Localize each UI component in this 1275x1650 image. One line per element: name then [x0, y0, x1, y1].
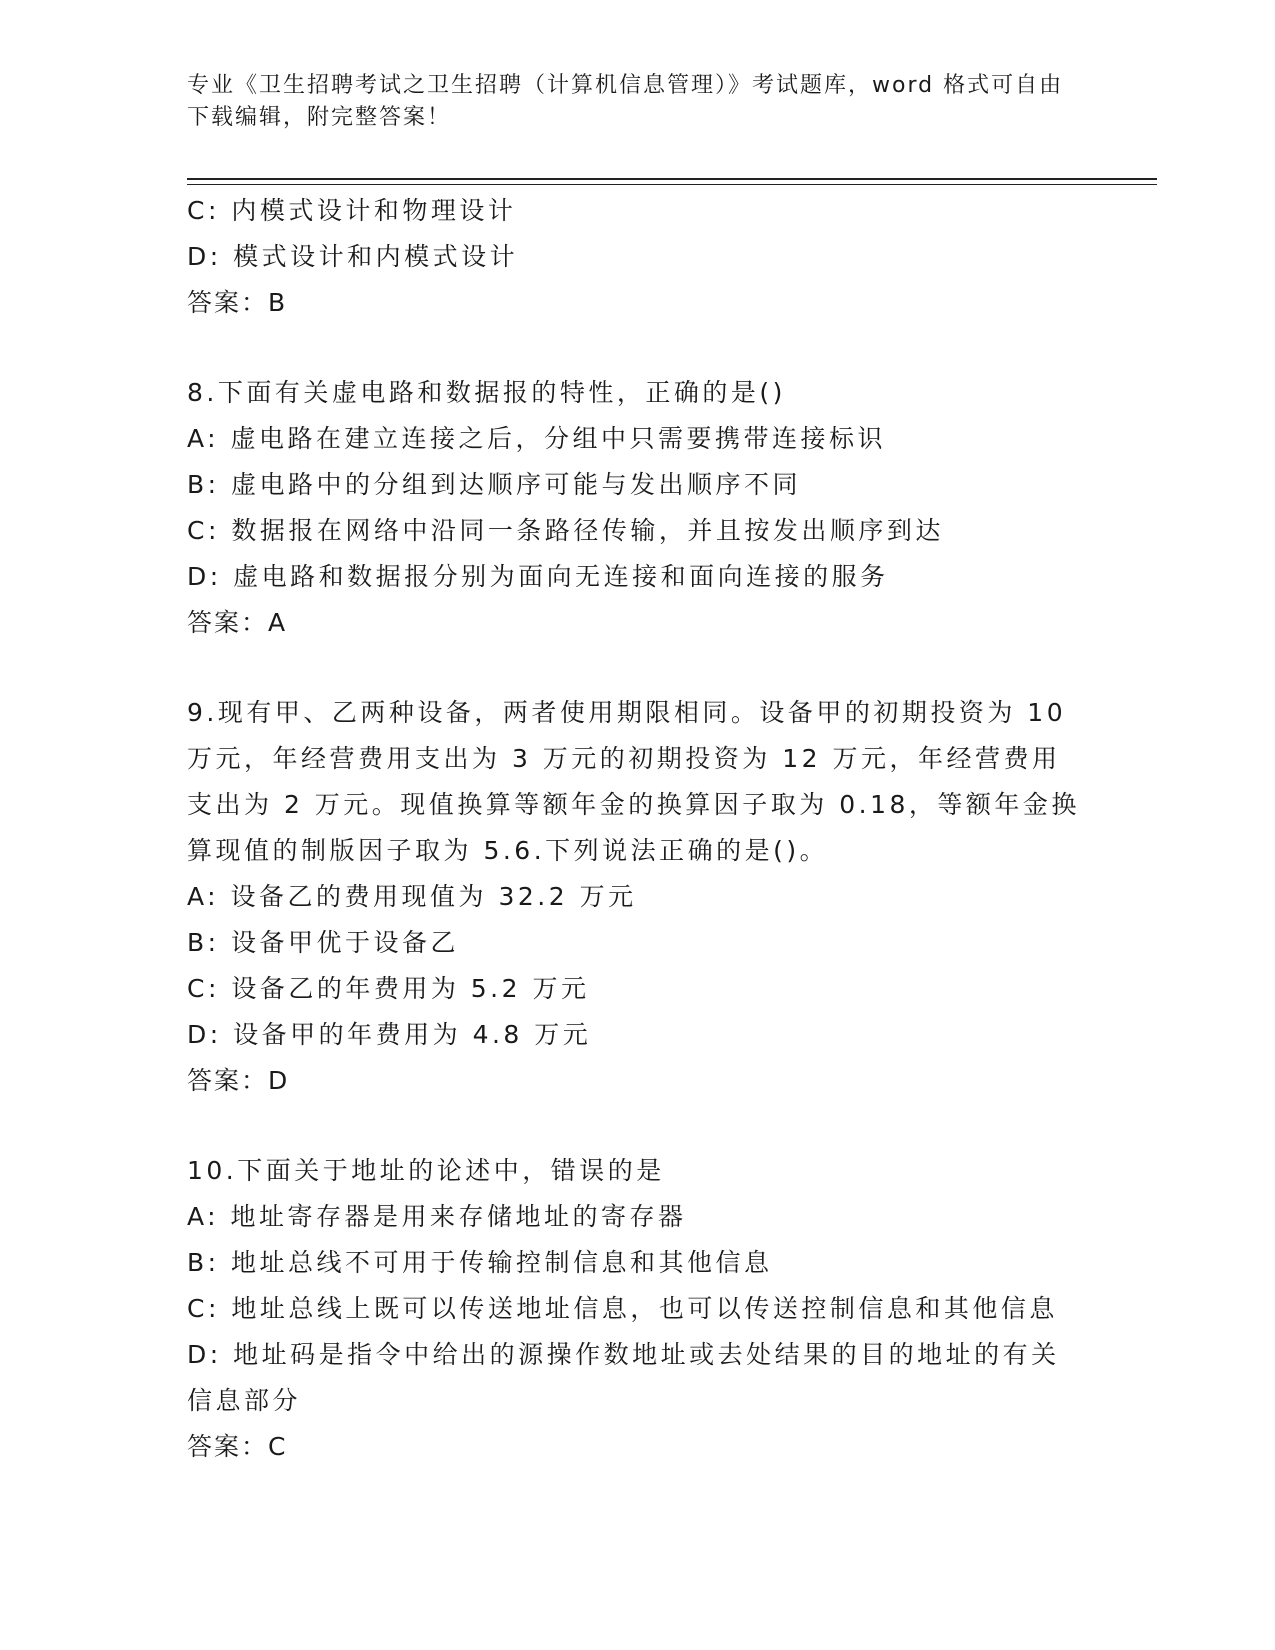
answer-line: 答案：C [187, 1432, 288, 1461]
option-a: A: 地址寄存器是用来存储地址的寄存器 [187, 1202, 687, 1231]
header-rule-thin [187, 184, 1157, 185]
option-d: D: 设备甲的年费用为 4.8 万元 [187, 1020, 592, 1049]
answer-line: 答案：A [187, 608, 288, 637]
option-d: D: 地址码是指令中给出的源操作数地址或去处结果的目的地址的有关信息部分 [187, 1340, 1060, 1415]
option-b: B: 地址总线不可用于传输控制信息和其他信息 [187, 1248, 773, 1277]
question-stem: 8.下面有关虚电路和数据报的特性，正确的是() [187, 378, 786, 407]
option-d: D: 模式设计和内模式设计 [187, 242, 519, 271]
option-c: C: 内模式设计和物理设计 [187, 196, 517, 225]
option-c: C: 设备乙的年费用为 5.2 万元 [187, 974, 590, 1003]
option-d: D: 虚电路和数据报分别为面向无连接和面向连接的服务 [187, 562, 889, 591]
option-b: B: 设备甲优于设备乙 [187, 928, 460, 957]
question-stem: 10.下面关于地址的论述中，错误的是 [187, 1156, 665, 1185]
document-header: 专业《卫生招聘考试之卫生招聘（计算机信息管理）》考试题库，word 格式可自由下载编辑，附完整答案！ [187, 73, 1064, 130]
option-b: B: 虚电路中的分组到达顺序可能与发出顺序不同 [187, 470, 802, 499]
answer-line: 答案：D [187, 1066, 290, 1095]
option-c: C: 数据报在网络中沿同一条路径传输，并且按发出顺序到达 [187, 516, 944, 545]
question-stem: 9.现有甲、乙两种设备，两者使用期限相同。设备甲的初期投资为 10 万元，年经营费用支出为 3 万元的初期投资为 12 万元，年经营费用支出为 2 万元。现值换算等额年金的换算因子取为 0.18，等额年金换算现值的制版因子取为 5.6.下列说法正确的是()。 [187, 698, 1080, 865]
answer-line: 答案：B [187, 288, 288, 317]
option-c: C: 地址总线上既可以传送地址信息，也可以传送控制信息和其他信息 [187, 1294, 1058, 1323]
question-content [187, 188, 1087, 1470]
option-a: A: 设备乙的费用现值为 32.2 万元 [187, 882, 637, 911]
option-a: A: 虚电路在建立连接之后，分组中只需要携带连接标识 [187, 424, 887, 453]
header-rule-thick [187, 178, 1157, 180]
